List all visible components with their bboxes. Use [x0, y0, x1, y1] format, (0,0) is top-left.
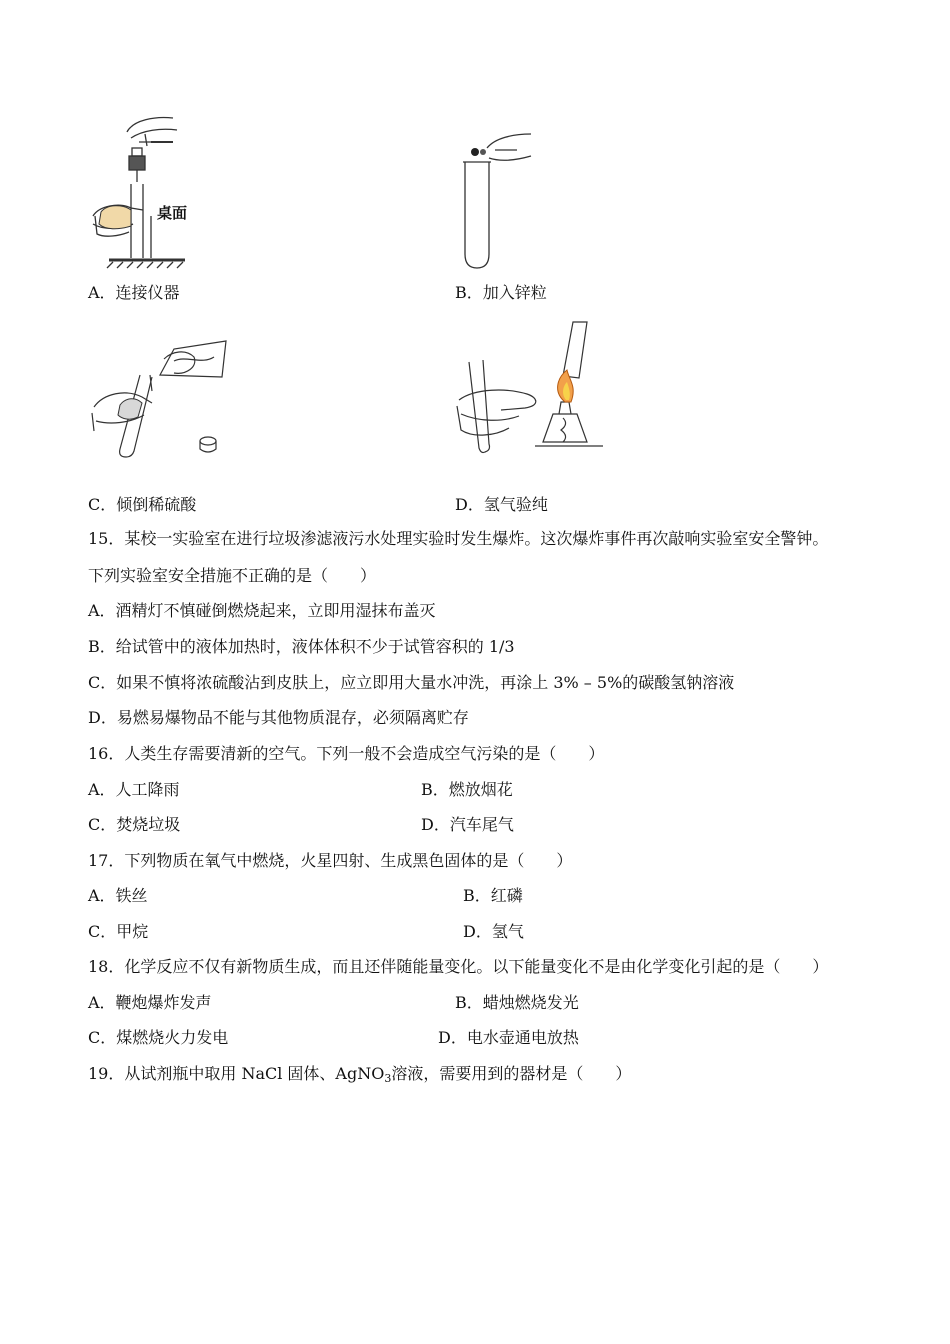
q18-option-b: B．蜡烛燃烧发光 — [455, 993, 579, 1012]
q16-option-b: B．燃放烟花 — [421, 780, 513, 799]
q17-option-a: A．铁丝 — [88, 886, 148, 905]
figure-b-label: B．加入锌粒 — [455, 283, 547, 302]
figure-c-pour-acid — [90, 335, 235, 460]
q16-stem: 16．人类生存需要清新的空气。下列一般不会造成空气污染的是（ ） — [88, 744, 605, 763]
q17-stem: 17．下列物质在氧气中燃烧，火星四射、生成黑色固体的是（ ） — [88, 851, 573, 870]
q16-option-a: A．人工降雨 — [88, 780, 180, 799]
q18-option-c: C．煤燃烧火力发电 — [88, 1028, 229, 1047]
figure-a-label: A．连接仪器 — [88, 283, 180, 302]
figure-c-label: C．倾倒稀硫酸 — [88, 495, 197, 514]
q15-option-c: C．如果不慎将浓硫酸沾到皮肤上，应立即用大量水冲洗，再涂上 3% – 5%的碳酸氢钠溶液 — [88, 673, 735, 692]
figure-b-add-zinc — [455, 128, 545, 274]
figure-d-hydrogen-test — [455, 318, 610, 458]
q17-option-c: C．甲烷 — [88, 922, 149, 941]
figure-a-annotation: 桌面 — [157, 204, 188, 222]
q17-option-b: B．红磷 — [463, 886, 523, 905]
q15-option-b: B．给试管中的液体加热时，液体体积不少于试管容积的 1/3 — [88, 637, 515, 656]
q15-option-a: A．酒精灯不慎碰倒燃烧起来，立即用湿抹布盖灭 — [88, 601, 436, 620]
q17-option-d: D．氢气 — [463, 922, 524, 941]
figure-a-connect-apparatus — [85, 112, 215, 272]
q15-stem-line1: 15．某校一实验室在进行垃圾渗滤液污水处理实验时发生爆炸。这次爆炸事件再次敲响实验室安全警钟。 — [88, 529, 829, 548]
q19-stem-pre: 19．从试剂瓶中取用 NaCl 固体、AgNO — [88, 1064, 385, 1083]
q16-option-c: C．焚烧垃圾 — [88, 815, 181, 834]
q18-option-a: A．鞭炮爆炸发声 — [88, 993, 212, 1012]
q19-stem-subscript: 3 — [384, 1072, 392, 1085]
figure-d-label: D．氢气验纯 — [455, 495, 548, 514]
q15-stem-line2: 下列实验室安全措施不正确的是（ ） — [88, 566, 377, 585]
q18-stem: 18．化学反应不仅有新物质生成，而且还伴随能量变化。以下能量变化不是由化学变化引起的是（ ） — [88, 957, 829, 976]
q15-option-d: D．易燃易爆物品不能与其他物质混存，必须隔离贮存 — [88, 708, 469, 727]
q19-stem-post: 溶液，需要用到的器材是（ ） — [391, 1064, 632, 1083]
q16-option-d: D．汽车尾气 — [421, 815, 514, 834]
q18-option-d: D．电水壶通电放热 — [438, 1028, 579, 1047]
q19-stem — [88, 1064, 631, 1084]
